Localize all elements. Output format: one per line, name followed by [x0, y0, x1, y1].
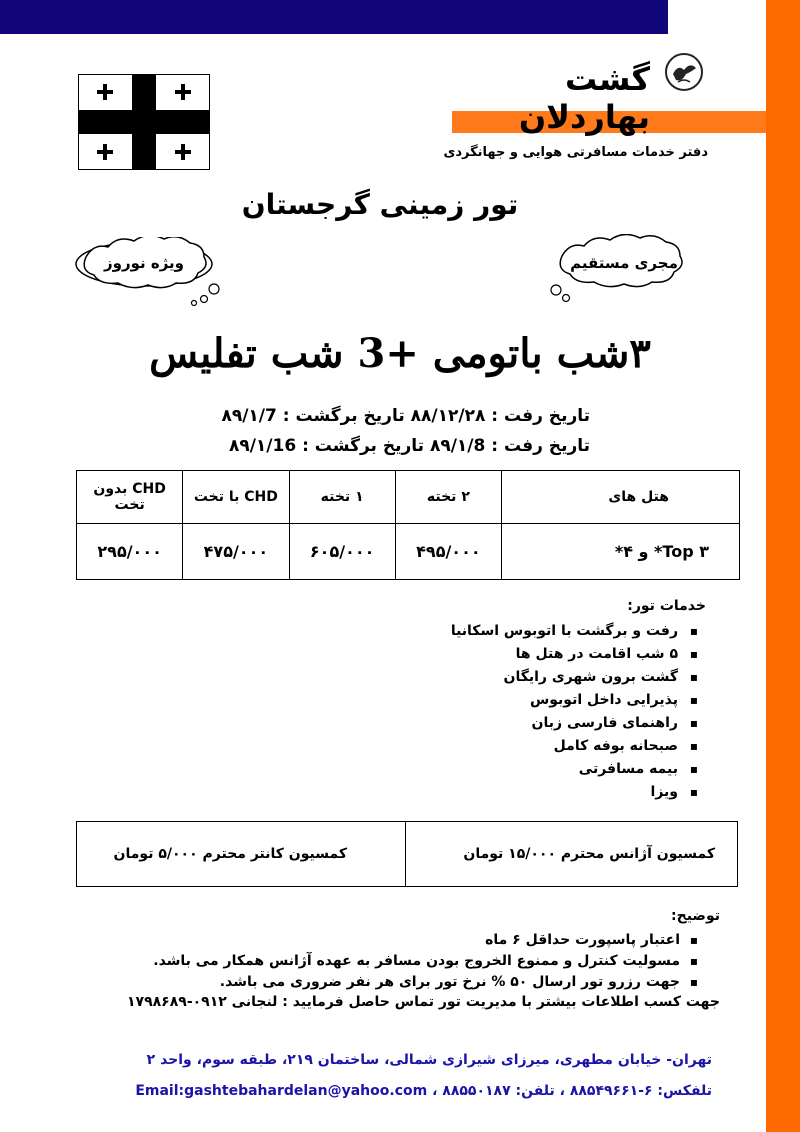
list-item: ▪ بیمه مسافرتی: [380, 758, 700, 781]
footer-phone-email: تلفکس: ۶-۸۸۵۴۹۶۶۱ ، تلفن: ۸۸۵۵۰۱۸۷ ، Email:gashtebahardelan@yahoo.com: [135, 1083, 712, 1099]
list-item: ▪ ویزا: [380, 781, 700, 804]
cell-chd-nobed-price: ۲۹۵/۰۰۰: [77, 524, 183, 580]
cloud-bubble-right: [548, 234, 698, 304]
georgia-flag-icon: [78, 74, 210, 170]
page-title: تور زمینی گرجستان: [241, 188, 519, 221]
list-item: ▪ ۵ شب اقامت در هتل ها: [380, 643, 700, 666]
list-item: ▪ رفت و برگشت با اتوبوس اسکانیا: [380, 620, 700, 643]
bird-emblem-icon: [664, 52, 704, 92]
tour-headline: ۳شب باتومی +3 شب تفلیس: [149, 330, 651, 377]
date-line-1: تاریخ رفت : ۸۸/۱۲/۲۸ تاریخ برگشت : ۸۹/۱/7: [221, 406, 590, 426]
cell-chd-bed-price: ۴۷۵/۰۰۰: [183, 524, 289, 580]
brand-subtitle: دفتر خدمات مسافرتی هوایی و جهانگردی: [443, 145, 708, 160]
cell-single-price: ۶۰۵/۰۰۰: [289, 524, 395, 580]
cloud-left-text: ویژه نوروز: [104, 254, 184, 272]
list-item: ▪ جهت رزرو تور ارسال ۵۰ % نرخ تور برای هر نفر ضروری می باشد.: [160, 972, 700, 993]
notes-title: توضیح:: [671, 908, 720, 924]
services-title: خدمات تور:: [627, 598, 706, 614]
notes-list: [153, 930, 700, 993]
list-item: ▪ گشت برون شهری رایگان: [380, 666, 700, 689]
date-line-2: تاریخ رفت : ۸۹/۱/8 تاریخ برگشت : ۸۹/۱/16: [228, 436, 590, 456]
header-chd-nobed: CHD بدون تخت: [77, 471, 183, 524]
header-chd-bed: CHD با تخت: [183, 471, 289, 524]
counter-commission: کمسیون کانتر محترم ۵/۰۰۰ تومان: [113, 846, 347, 862]
table-header-row: [77, 471, 740, 524]
footer-address: تهران- خیابان مطهری، میرزای شیرازی شمالی، ساختمان ۲۱۹، طبقه سوم، واحد ۲: [146, 1052, 712, 1068]
cloud-right-text: مجری مستقیم: [570, 254, 678, 272]
contact-line: جهت کسب اطلاعات بیشتر با مدیریت تور تماس حاصل فرمایید : لنجانی ۰۹۱۲-۱۷۹۸۶۸۹: [126, 994, 720, 1010]
list-item: ▪ مسولیت کنترل و ممنوع الخروج بودن مسافر به عهده آژانس همکار می باشد.: [160, 951, 700, 972]
header-hotels: هتل های: [502, 471, 740, 524]
agency-commission: کمسیون آژانس محترم ۱۵/۰۰۰ تومان: [463, 846, 715, 862]
commission-box: [76, 821, 738, 887]
list-item: ▪ پذیرایی داخل اتوبوس: [380, 689, 700, 712]
services-list: [380, 620, 700, 804]
cloud-bubble-left: [72, 237, 222, 307]
table-row: [77, 524, 740, 580]
cell-hotel-class: Top ۳* و ۴*: [502, 524, 740, 580]
cell-double-price: ۴۹۵/۰۰۰: [395, 524, 501, 580]
header-double: ۲ تخته: [395, 471, 501, 524]
price-table: [76, 470, 740, 580]
list-item: ▪ راهنمای فارسی زبان: [380, 712, 700, 735]
header-single: ۱ تخته: [289, 471, 395, 524]
list-item: ▪ اعتبار پاسپورت حداقل ۶ ماه: [160, 930, 700, 951]
commission-divider: [405, 822, 406, 886]
right-orange-band: [766, 0, 800, 1132]
brand-name: گشت بهاردلان: [518, 60, 650, 136]
top-navy-band: [0, 0, 668, 34]
list-item: ▪ صبحانه بوفه کامل: [380, 735, 700, 758]
